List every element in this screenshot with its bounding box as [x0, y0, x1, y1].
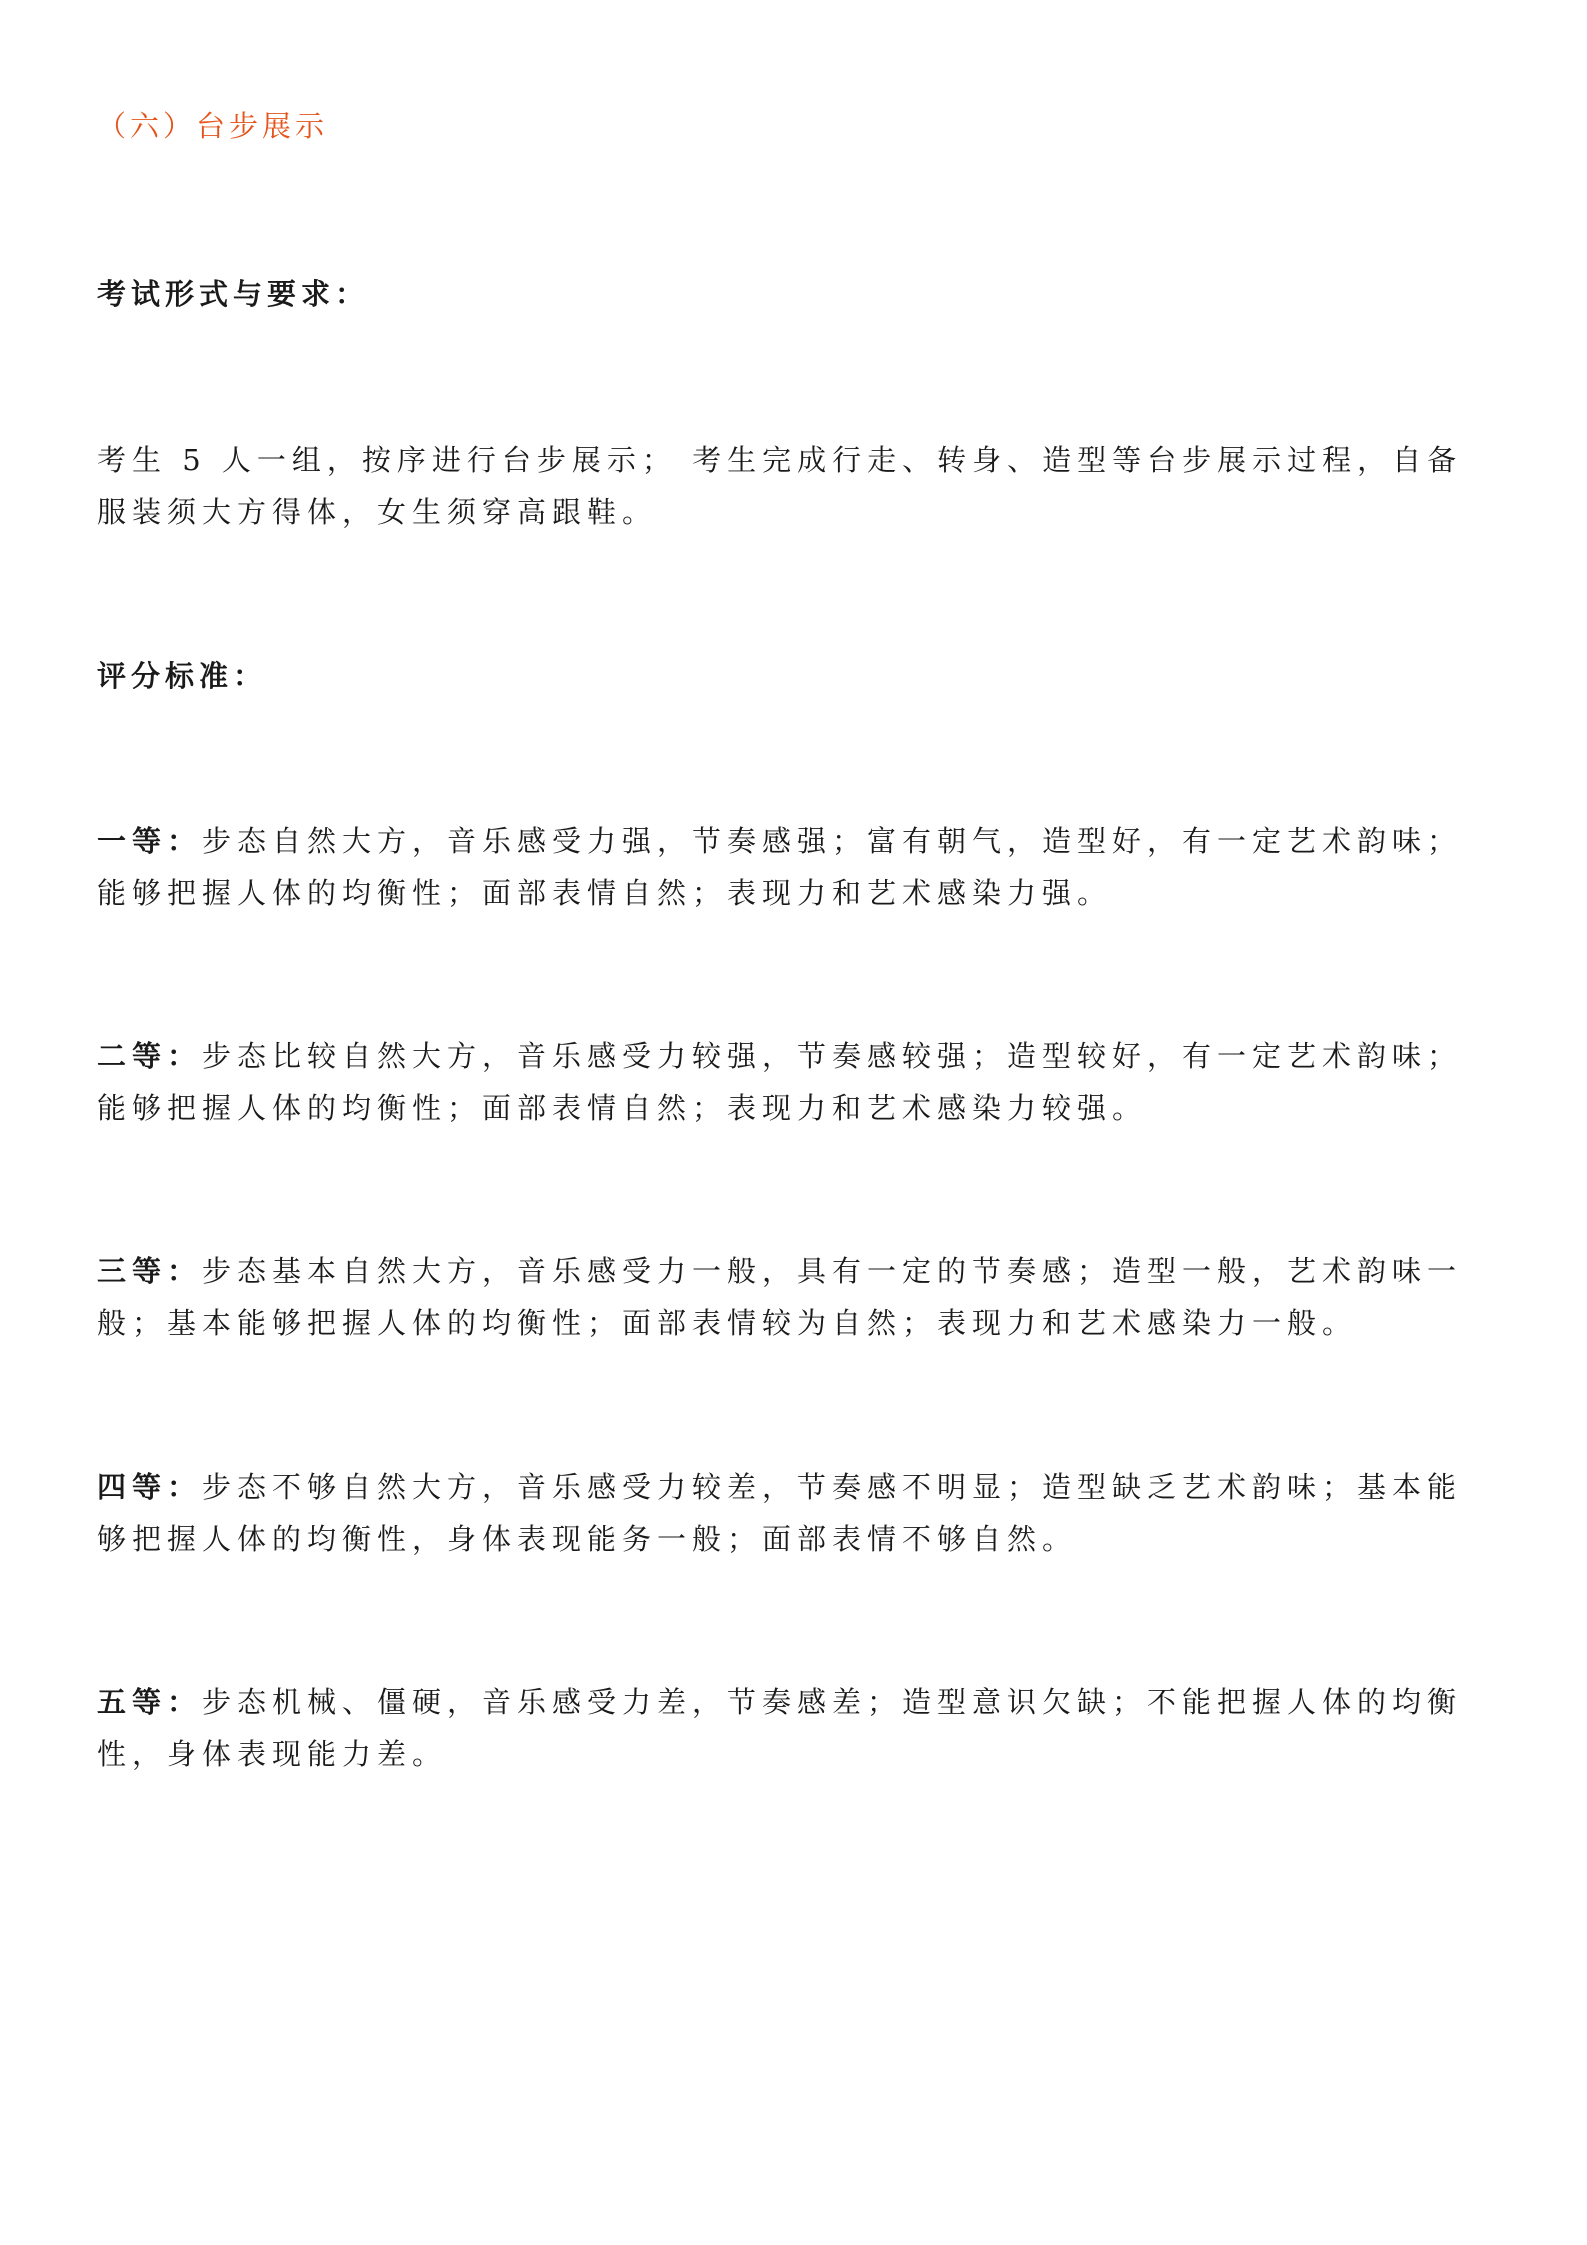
grade-label-3: 三等： [97, 1254, 203, 1288]
grade-label-4: 四等： [97, 1470, 203, 1504]
grade-label-1: 一等： [97, 824, 203, 858]
grade-label-2: 二等： [97, 1039, 203, 1073]
grade-text-3: 步态基本自然大方，音乐感受力一般，具有一定的节奏感；造型一般，艺术韵味一般；基本能够把握人体的均衡性；面部表情较为自然；表现力和艺术感染力一般。 [97, 1254, 1463, 1340]
grade-text-5: 步态机械、僵硬，音乐感受力差，节奏感差；造型意识欠缺；不能把握人体的均衡性，身体表现能力差。 [97, 1685, 1463, 1771]
grade-text-1: 步态自然大方，音乐感受力强，节奏感强；富有朝气，造型好，有一定艺术韵味；能够把握人体的均衡性；面部表情自然；表现力和艺术感染力强。 [97, 824, 1463, 910]
grade-text-2: 步态比较自然大方，音乐感受力较强，节奏感较强；造型较好，有一定艺术韵味；能够把握人体的均衡性；面部表情自然；表现力和艺术感染力较强。 [97, 1039, 1463, 1125]
exam-form-paragraph: 考生 5 人一组，按序进行台步展示； 考生完成行走、转身、造型等台步展示过程，自备服装须大方得体，女生须穿高跟鞋。 [97, 443, 1463, 529]
grade-paragraph-3 [97, 1245, 1497, 1349]
exam-form-heading: 考试形式与要求： [97, 277, 370, 311]
grade-paragraph-5 [97, 1676, 1497, 1780]
criteria-heading: 评分标准： [97, 659, 268, 693]
section-title: （六）台步展示 [97, 109, 329, 143]
grade-paragraph-1 [97, 815, 1497, 919]
grade-paragraph-4 [97, 1461, 1497, 1565]
grade-label-5: 五等： [97, 1685, 203, 1719]
grade-paragraph-2 [97, 1030, 1497, 1134]
grade-text-4: 步态不够自然大方，音乐感受力较差，节奏感不明显；造型缺乏艺术韵味；基本能够把握人体的均衡性，身体表现能务一般；面部表情不够自然。 [97, 1470, 1463, 1556]
